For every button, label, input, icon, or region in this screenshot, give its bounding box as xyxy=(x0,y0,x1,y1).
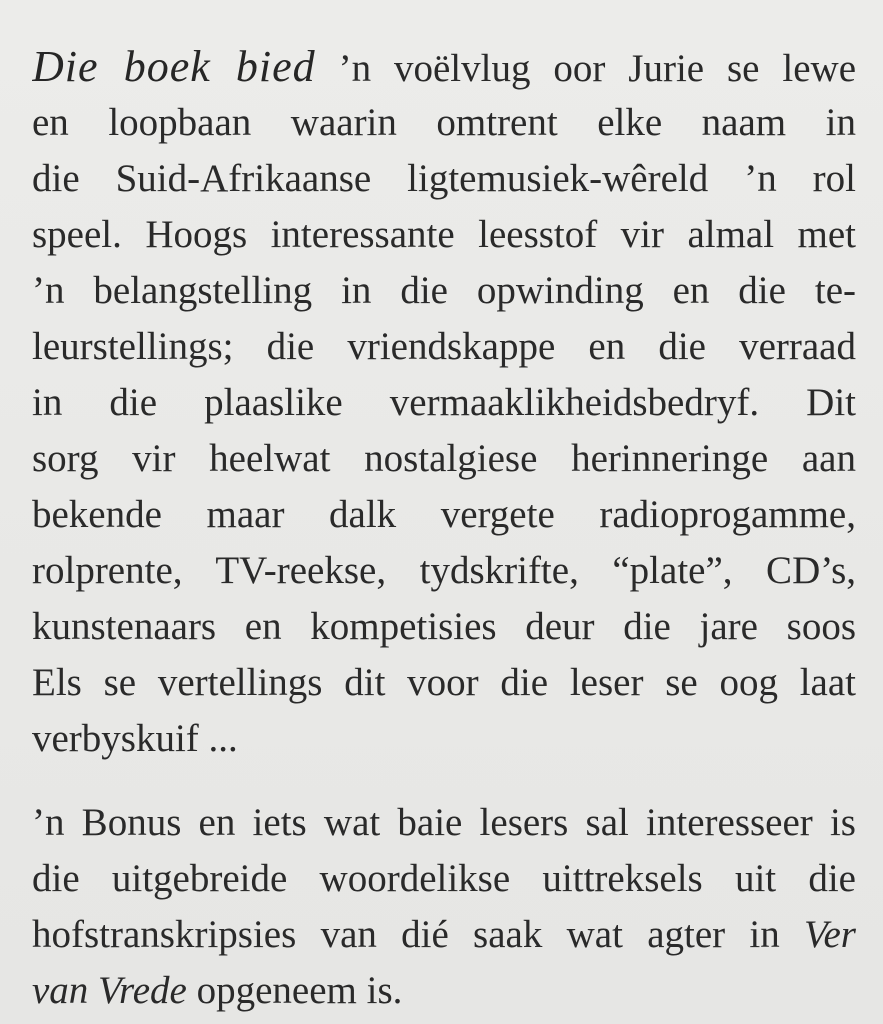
text-line: Els se vertellings dit voor die leser se oog laat xyxy=(32,661,856,704)
text-line: die uitgebreide woordelikse uittreksels uit die xyxy=(32,857,856,900)
text-line: bekende maar dalk vergete radioprogamme, xyxy=(32,493,856,536)
text-line: ’n Bonus en iets wat baie lesers sal interesseer is xyxy=(32,801,856,844)
text-line: die Suid-Afrikaanse ligtemusiek-wêreld ’n rol xyxy=(32,157,856,200)
text-line xyxy=(32,40,856,94)
text-line: in die plaaslike vermaaklikheidsbedryf. Dit xyxy=(32,381,856,424)
text-line: sorg vir heelwat nostalgiese herinneringe aan xyxy=(32,437,856,480)
book-title-part-2: van Vrede xyxy=(32,969,187,1012)
text-line: ’n belangstelling in die opwinding en die te- xyxy=(32,269,856,312)
text-line: rolprente, TV-reekse, tydskrifte, “plate”, CD’s, xyxy=(32,549,856,592)
line-text: hofstranskripsies van dié saak wat agter in xyxy=(32,913,780,956)
text-line: leurstellings; die vriendskappe en die verraad xyxy=(32,325,856,368)
text-line: kunstenaars en kompetisies deur die jare soos xyxy=(32,605,856,648)
script-lead-text: Die boek bied xyxy=(32,42,316,91)
text-line: en loopbaan waarin omtrent elke naam in xyxy=(32,101,856,144)
line-text: ’n voëlvlug oor Jurie se lewe xyxy=(338,47,856,90)
text-line xyxy=(32,908,856,962)
line-text: opgeneem is. xyxy=(196,969,403,1012)
text-line xyxy=(32,964,856,1018)
book-title-part-1: Ver xyxy=(804,913,856,956)
text-line: verbyskuif ... xyxy=(32,717,238,760)
text-line: speel. Hoogs interessante leesstof vir almal met xyxy=(32,213,856,256)
